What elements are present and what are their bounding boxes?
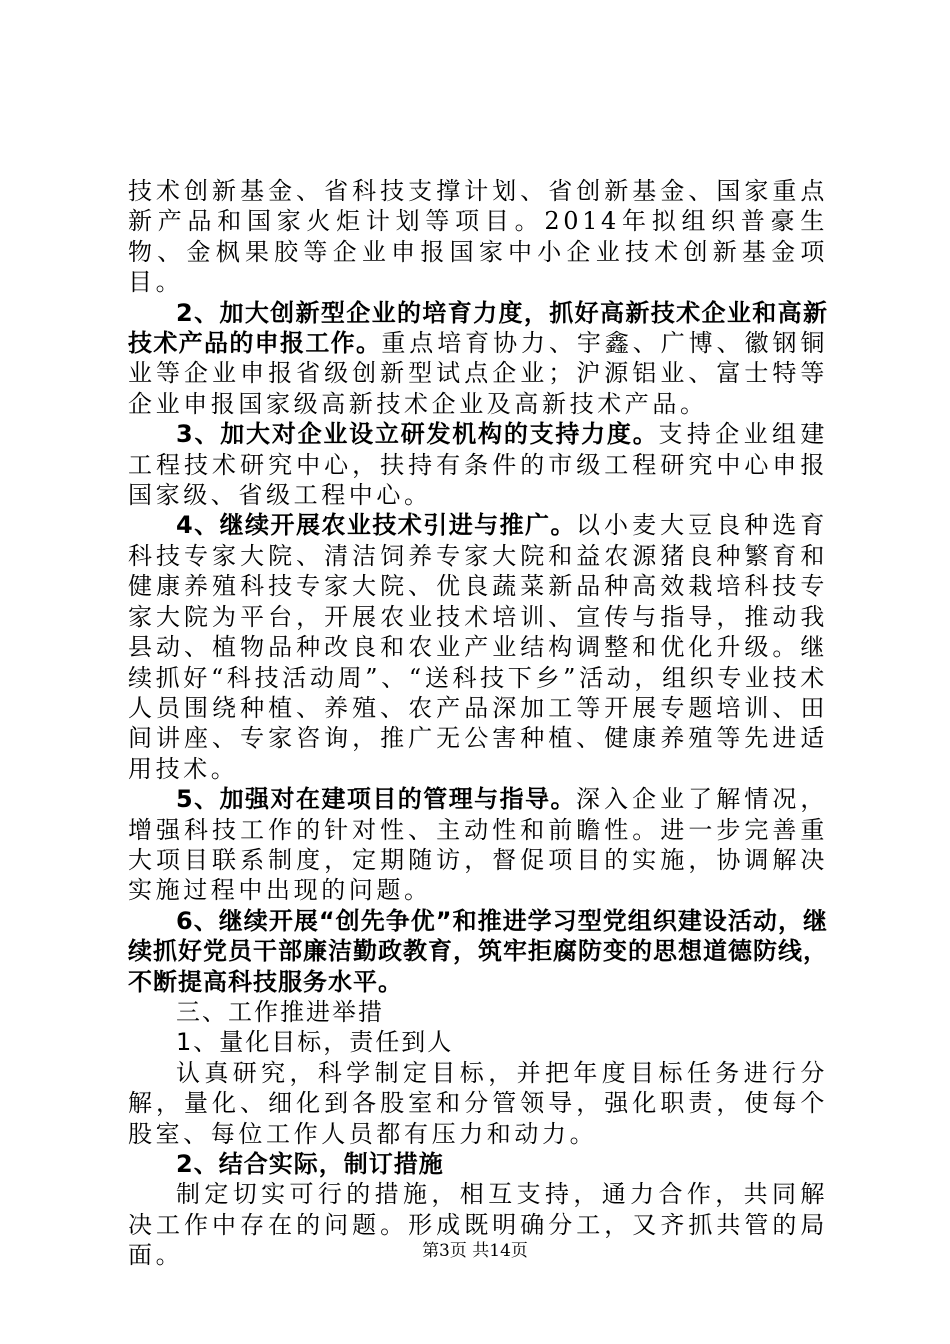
paragraph-lead: 5、加强对在建项目的管理与指导。: [176, 785, 576, 814]
section-heading-text: 三、工作推进举措: [176, 997, 384, 1026]
paragraph-continuation: [128, 176, 828, 298]
section-heading: [128, 997, 828, 1027]
paragraph-item-3: [128, 419, 828, 510]
paragraph-item-4: [128, 510, 828, 784]
paragraph-lead: 6、继续开展“创先争优”和推进学习型党组织建设活动，继续抓好党员干部廉洁勤政教育，筑牢拒腐防变的思想道德防线，不断提高科技服务水平。: [128, 906, 828, 996]
measure-title-1: [128, 1027, 828, 1057]
document-body: [128, 176, 828, 1271]
measure-title-text: 1、量化目标，责任到人: [176, 1028, 454, 1057]
paragraph-lead: 2、加大创新型企业的培育力度，抓好高新技术企业和高新技术产品的申报工作。: [128, 298, 828, 358]
paragraph-text: 深入企业了解情况，增强科技工作的针对性、主动性和前瞻性。进一步完善重大项目联系制度，定期随访，督促项目的实施，协调解决实施过程中出现的问题。: [128, 785, 828, 905]
paragraph-lead: 4、继续开展农业技术引进与推广。: [176, 511, 576, 540]
paragraph-lead: 3、加大对企业设立研发机构的支持力度。: [176, 420, 659, 449]
measure-body-text: 制定切实可行的措施，相互支持，通力合作，共同解决工作中存在的问题。形成既明确分工，又齐抓共管的局面。: [128, 1180, 828, 1270]
paragraph-text: 支持企业组建工程技术研究中心，扶持有条件的市级工程研究中心申报国家级、省级工程中心。: [128, 420, 828, 510]
page-number-label: 第3页 共14页: [422, 1241, 528, 1261]
paragraph-text: 技术创新基金、省科技支撑计划、省创新基金、国家重点新产品和国家火炬计划等项目。2014年拟组织普豪生物、金枫果胶等企业申报国家中小企业技术创新基金项目。: [128, 177, 828, 297]
measure-title-2: [128, 1149, 828, 1179]
measure-body-1: [128, 1058, 828, 1149]
paragraph-item-2: [128, 298, 828, 420]
paragraph-text: 以小麦大豆良种选育科技专家大院、清洁饲养专家大院和益农源猪良种繁育和健康养殖科技专家大院、优良蔬菜新品种高效栽培科技专家大院为平台，开展农业技术培训、宣传与指导，推动我县动、植物品种改良和农业产业结构调整和优化升级。继续抓好“科技活动周”、“送科技下乡”活动，组织专业技术人员围绕种植、养殖、农产品深加工等开展专题培训、田间讲座、专家咨询，推广无公害种植、健康养殖等先进适用技术。: [128, 511, 828, 783]
paragraph-text: 重点培育协力、宇鑫、广博、徽钢铜业等企业申报省级创新型试点企业；沪源铝业、富士特等企业申报国家级高新技术企业及高新技术产品。: [128, 329, 828, 418]
measure-title-text: 2、结合实际，制订措施: [176, 1150, 444, 1178]
measure-body-text: 认真研究，科学制定目标，并把年度目标任务进行分解，量化、细化到各股室和分管领导，强化职责，使每个股室、每位工作人员都有压力和动力。: [128, 1058, 828, 1148]
paragraph-item-5: [128, 784, 828, 906]
page-footer: [0, 1236, 950, 1261]
paragraph-item-6: [128, 906, 828, 997]
